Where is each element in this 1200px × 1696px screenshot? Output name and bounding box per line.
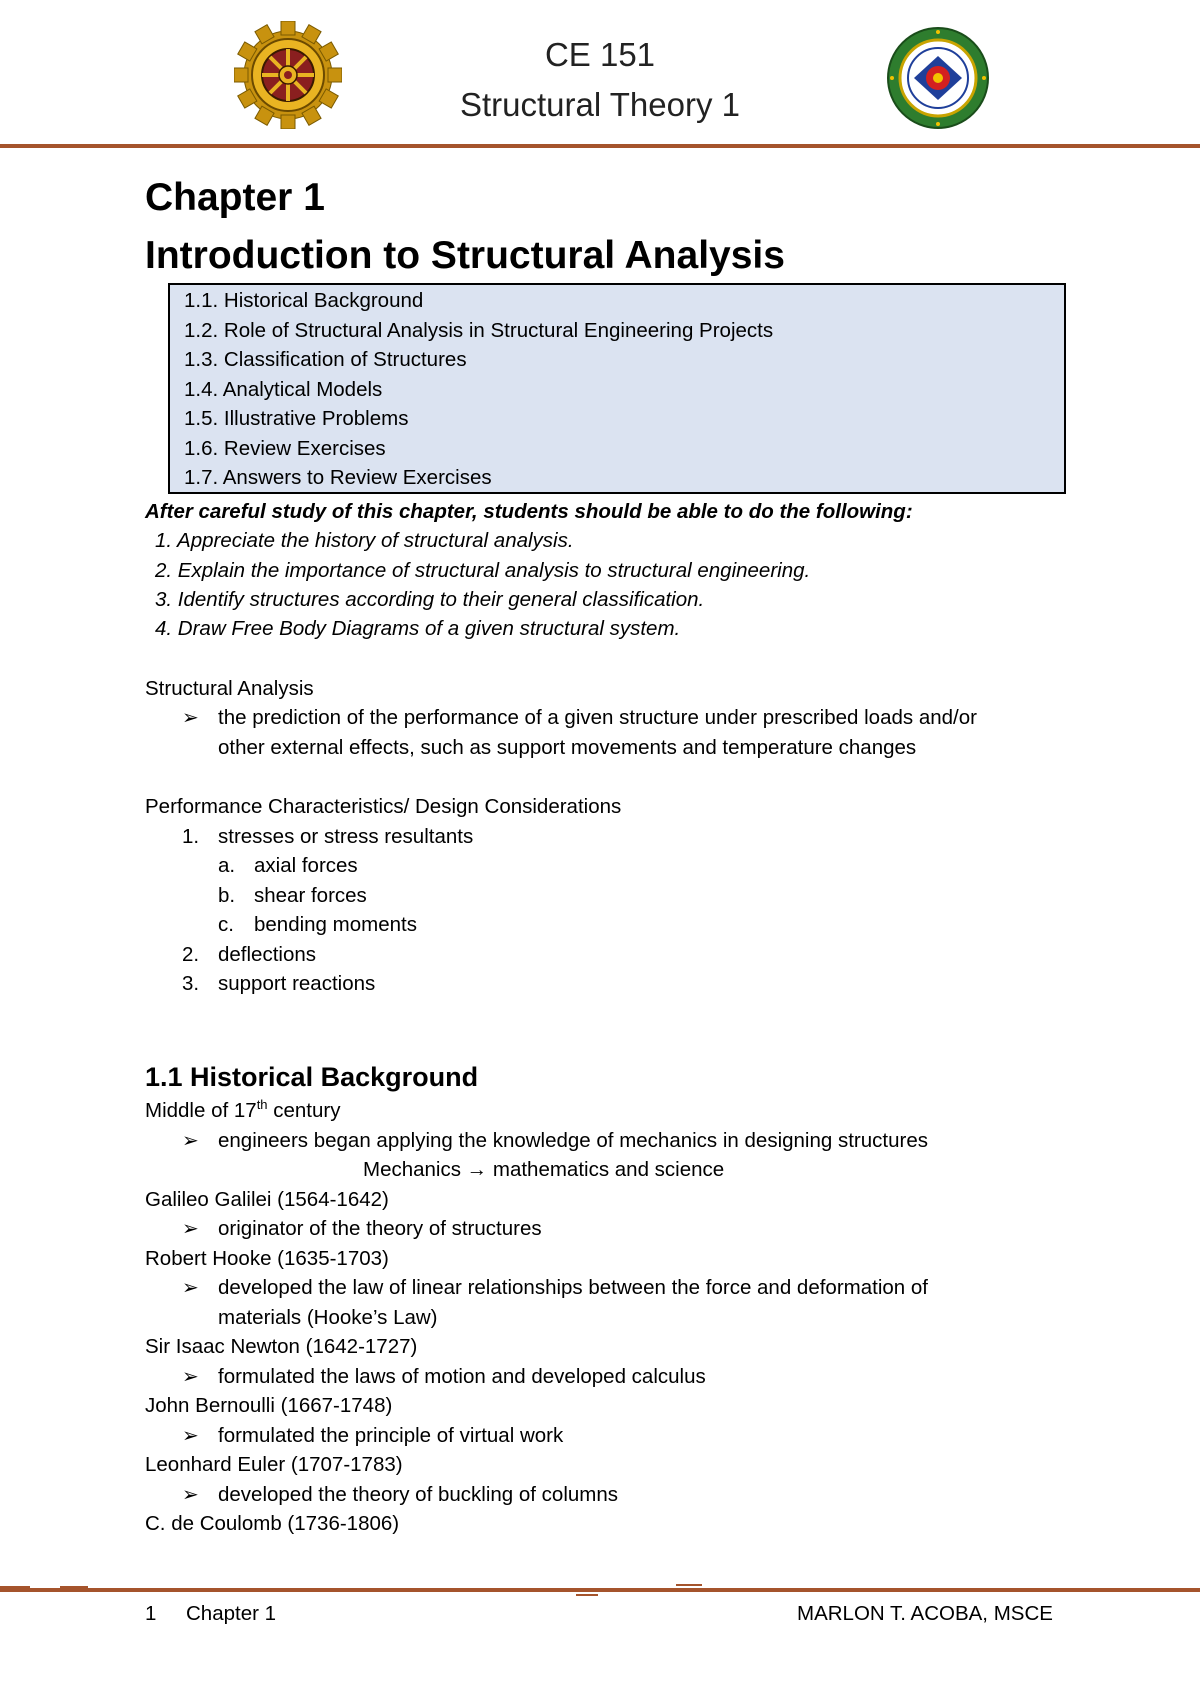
chapter-number: Chapter 1 (145, 176, 325, 219)
toc-item: 1.5. Illustrative Problems (184, 407, 409, 430)
objective-item: 3. Identify structures according to their general classification. (155, 588, 705, 611)
footer-rule (0, 1588, 1200, 1592)
footer-author: MARLON T. ACOBA, MSCE (797, 1602, 1053, 1625)
objectives-intro: After careful study of this chapter, students should be able to do the following: (145, 500, 913, 523)
arrowhead-bullet-icon: ➢ (182, 1425, 199, 1447)
term-structural-analysis: Structural Analysis (145, 677, 314, 700)
person-note: developed the law of linear relationships between the force and deformation of (218, 1276, 928, 1299)
superscript: th (256, 1097, 268, 1113)
footer-dash (676, 1584, 702, 1586)
list-number: 1. (182, 825, 200, 848)
list-letter: c. (218, 913, 234, 936)
person-name: Galileo Galilei (1564-1642) (145, 1188, 389, 1211)
chapter-title: Introduction to Structural Analysis (145, 234, 785, 277)
person-note: formulated the principle of virtual work (218, 1424, 564, 1447)
mechanics-note: Mechanics → mathematics and science (363, 1158, 725, 1181)
toc-item: 1.7. Answers to Review Exercises (184, 466, 492, 489)
person-name: C. de Coulomb (1736-1806) (145, 1512, 400, 1535)
arrowhead-bullet-icon: ➢ (182, 707, 199, 729)
university-seal-logo (886, 26, 990, 130)
list-letter: a. (218, 854, 236, 877)
objective-item: 1. Appreciate the history of structural analysis. (155, 529, 574, 552)
course-title: Structural Theory 1 (459, 86, 741, 123)
definition-text: other external effects, such as support movements and temperature changes (218, 736, 917, 759)
list-item: deflections (218, 943, 317, 966)
person-name: Robert Hooke (1635-1703) (145, 1247, 389, 1270)
objective-item: 4. Draw Free Body Diagrams of a given structural system. (155, 617, 681, 640)
toc-item: 1.3. Classification of Structures (184, 348, 467, 371)
arrowhead-bullet-icon: ➢ (182, 1130, 199, 1152)
list-item: stresses or stress resultants (218, 825, 474, 848)
section-heading: 1.1 Historical Background (145, 1062, 479, 1092)
toc-item: 1.4. Analytical Models (184, 378, 383, 401)
arrowhead-bullet-icon: ➢ (182, 1218, 199, 1240)
arrowhead-bullet-icon: ➢ (182, 1366, 199, 1388)
toc-item: 1.6. Review Exercises (184, 437, 386, 460)
person-name: John Bernoulli (1667-1748) (145, 1394, 393, 1417)
objective-item: 2. Explain the importance of structural analysis to structural engineering. (155, 559, 811, 582)
definition-text: the prediction of the performance of a given structure under prescribed loads and/or (218, 706, 977, 729)
person-note: materials (Hooke’s Law) (218, 1306, 438, 1329)
list-number: 2. (182, 943, 200, 966)
list-item: axial forces (254, 854, 358, 877)
toc-item: 1.1. Historical Background (184, 289, 424, 312)
page-number: 1 (145, 1602, 157, 1625)
list-item: support reactions (218, 972, 376, 995)
person-name: Sir Isaac Newton (1642-1727) (145, 1335, 418, 1358)
arrowhead-bullet-icon: ➢ (182, 1277, 199, 1299)
list-item: bending moments (254, 913, 417, 936)
list-number: 3. (182, 972, 200, 995)
footer-chapter: Chapter 1 (186, 1602, 277, 1625)
list-letter: b. (218, 884, 236, 907)
contents-box (168, 283, 1066, 494)
list-item: shear forces (254, 884, 367, 907)
person-note: formulated the laws of motion and developed calculus (218, 1365, 706, 1388)
person-note: developed the theory of buckling of columns (218, 1483, 619, 1506)
person-name: Leonhard Euler (1707-1783) (145, 1453, 403, 1476)
bullet-text: engineers began applying the knowledge of mechanics in designing structures (218, 1129, 928, 1152)
performance-heading: Performance Characteristics/ Design Considerations (145, 795, 622, 818)
header-rule (0, 144, 1200, 148)
period-text: Middle of 17 (145, 1099, 257, 1122)
person-note: originator of the theory of structures (218, 1217, 542, 1240)
arrowhead-bullet-icon: ➢ (182, 1484, 199, 1506)
course-code: CE 151 (544, 36, 656, 73)
period-label (145, 1097, 341, 1122)
period-text: century (267, 1099, 341, 1122)
toc-item: 1.2. Role of Structural Analysis in Structural Engineering Projects (184, 319, 774, 342)
footer-dash (576, 1594, 598, 1596)
